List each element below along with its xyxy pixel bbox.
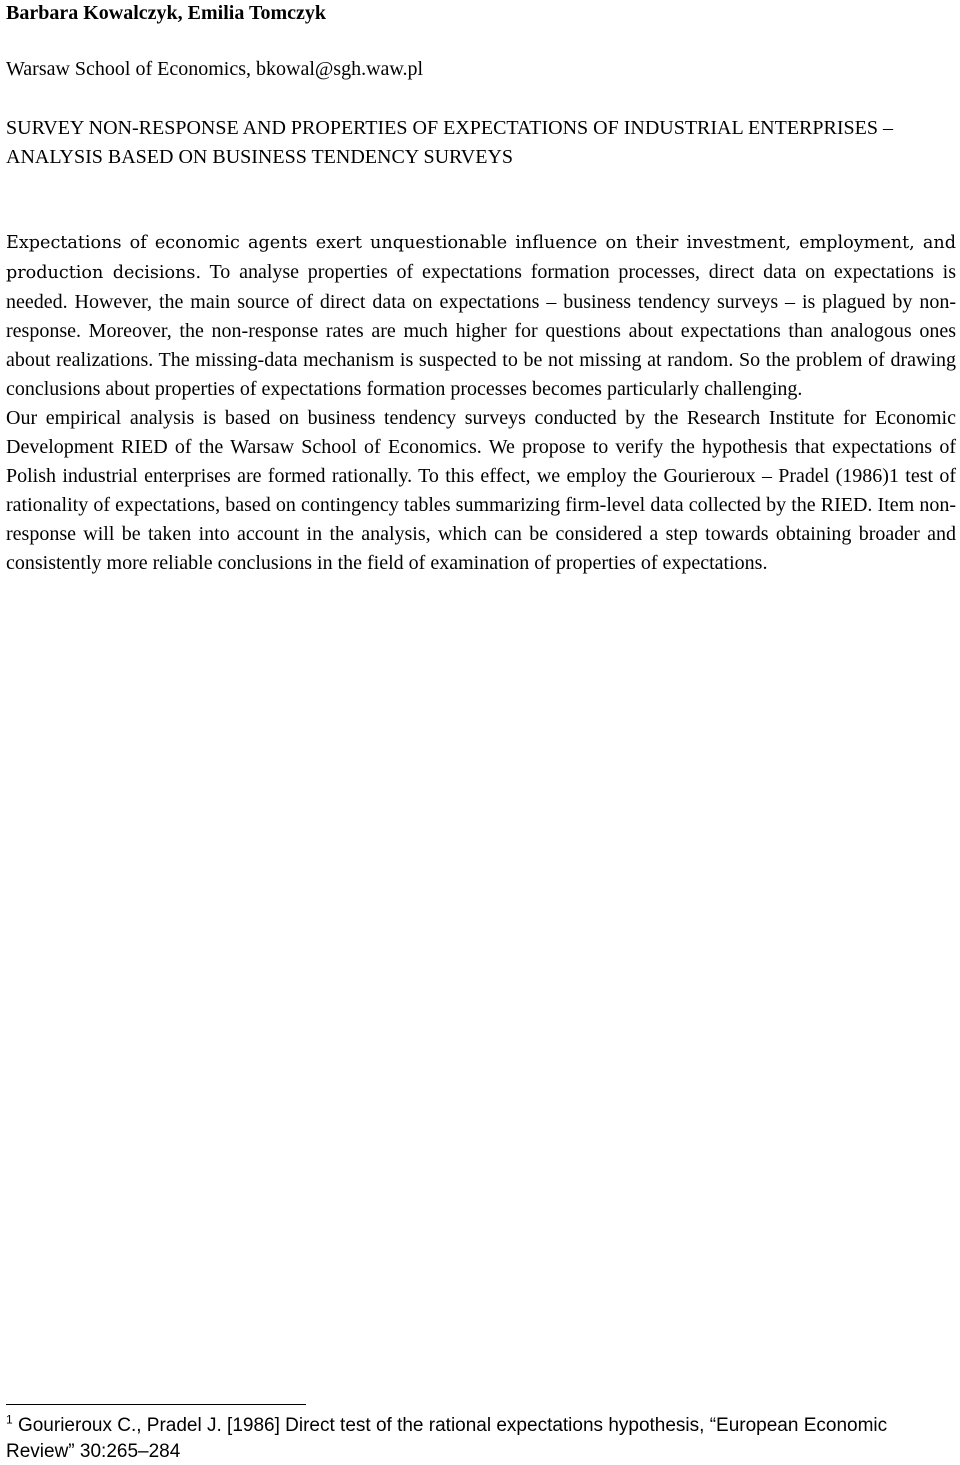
author-affiliation: Warsaw School of Economics, bkowal@sgh.waw.pl bbox=[6, 58, 424, 80]
paragraph-2-text: Our empirical analysis is based on business tendency surveys conducted by the Research Institute for Economic Development RIED of the Warsaw School of Economics. We propose to verify the hypothesis that expectations of Polish industrial enterprises are formed rationally. To this effect, we employ the Gourieroux – Pradel (1986) bbox=[6, 407, 956, 487]
paper-title: SURVEY NON-RESPONSE AND PROPERTIES OF EXPECTATIONS OF INDUSTRIAL ENTERPRISES – ANALYSIS BASED ON BUSINESS TENDENCY SURVEYS bbox=[6, 117, 893, 168]
footnote bbox=[6, 1413, 956, 1465]
paragraph-2-text-continued: test of rationality of expectations, based on contingency tables summarizing firm-level data collected by the RIED. Item non-response will be taken into account in the analysis, which can be considered a step towards obtaining broader and consistently more reliable conclusions in the field of examination of properties of expectations. bbox=[6, 465, 956, 574]
paragraph-2 bbox=[6, 404, 956, 578]
footnote-divider bbox=[6, 1404, 306, 1405]
paragraph-1 bbox=[6, 228, 956, 404]
abstract-body bbox=[6, 228, 956, 578]
footnote-marker: 1 bbox=[6, 1412, 13, 1427]
paragraph-1-opening: Expectations of economic agents exert unquestionable influence on their investment, employment, and production decisions. bbox=[6, 233, 956, 283]
footnote-reference[interactable]: 1 bbox=[888, 465, 899, 487]
author-names: Barbara Kowalczyk, Emilia Tomczyk bbox=[6, 2, 326, 24]
paragraph-1-continuation: To analyse properties of expectations formation processes, direct data on expectations is needed. However, the main source of direct data on expectations – business tendency surveys – is plagued by non-response. Moreover, the non-response rates are much higher for questions about expectations than analogous ones about realizations. The missing-data mechanism is suspected to be not missing at random. So the problem of drawing conclusions about properties of expectations formation processes becomes particularly challenging. bbox=[6, 261, 957, 400]
footnote-text: Gourieroux C., Pradel J. [1986] Direct test of the rational expectations hypothesis, “European Economic Review” 30:265–284 bbox=[6, 1415, 888, 1462]
